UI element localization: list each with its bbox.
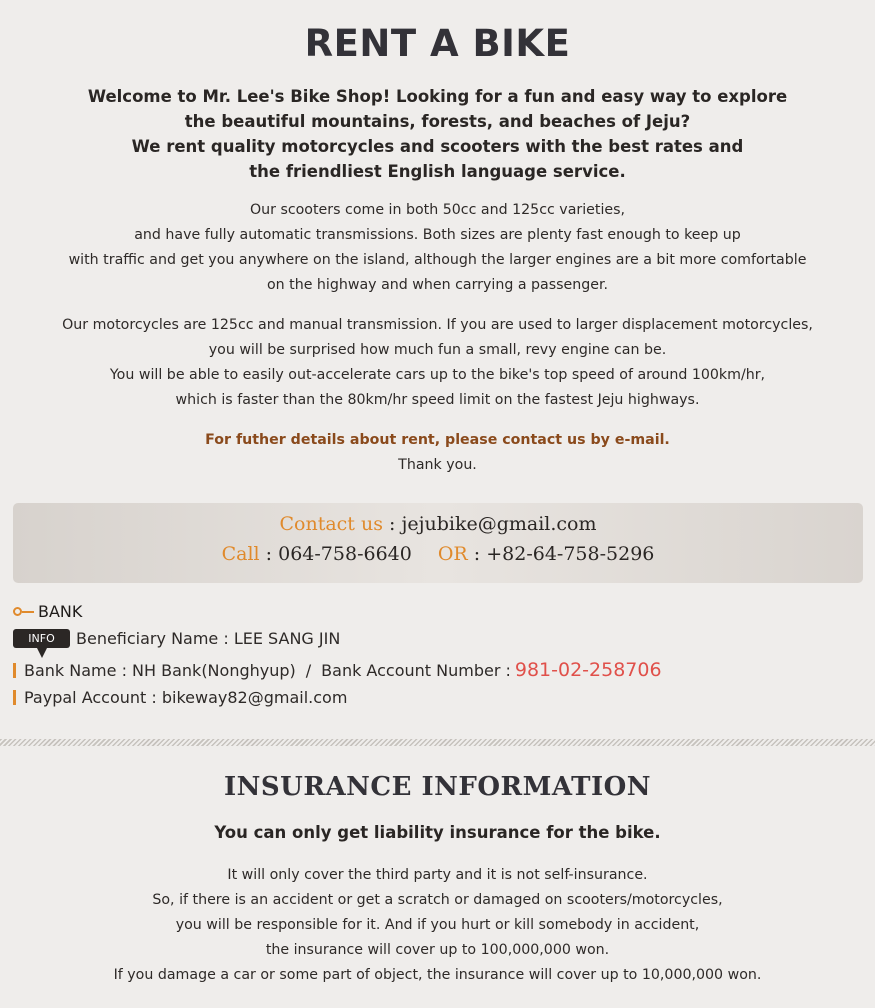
paragraph-line: It will only cover the third party and it is not self-insurance. <box>227 867 648 883</box>
contact-phone-row <box>13 543 863 565</box>
scooters-paragraph <box>0 198 875 298</box>
contact-notice: For futher details about rent, please contact us by e-mail. <box>205 432 670 448</box>
paragraph-line: which is faster than the 80km/hr speed limit on the fastest Jeju highways. <box>175 392 700 408</box>
details-paragraph <box>0 428 875 478</box>
section-divider <box>0 739 875 746</box>
paragraph-line: Our motorcycles are 125cc and manual transmission. If you are used to larger displacement motorcycles, <box>62 317 813 333</box>
intro-line: Welcome to Mr. Lee's Bike Shop! Looking for a fun and easy way to explore <box>87 87 788 106</box>
or-label: OR <box>437 543 468 565</box>
bullet-bar <box>13 690 16 705</box>
paragraph-line: Our scooters come in both 50cc and 125cc varieties, <box>249 202 626 218</box>
paragraph-line: and have fully automatic transmissions. Both sizes are plenty fast enough to keep up <box>134 227 741 243</box>
intro-line: the beautiful mountains, forests, and beaches of Jeju? <box>184 112 691 131</box>
contact-label: Contact us <box>279 513 383 535</box>
paragraph-line: So, if there is an accident or get a scratch or damaged on scooters/motorcycles, <box>152 892 723 908</box>
bank-account-row <box>13 657 662 683</box>
paragraph-line: the insurance will cover up to 100,000,000 won. <box>265 942 610 958</box>
paragraph-line: with traffic and get you anywhere on the island, although the larger engines are a bit more comfortable <box>68 252 807 268</box>
paragraph-line: on the highway and when carrying a passenger. <box>266 277 609 293</box>
contact-box <box>13 503 863 583</box>
insurance-title: INSURANCE INFORMATION <box>223 772 652 802</box>
paragraph-line: You will be able to easily out-accelerate cars up to the bike's top speed of around 100km/hr, <box>109 367 766 383</box>
beneficiary-row <box>13 628 340 658</box>
page-title: RENT A BIKE <box>304 22 571 65</box>
bank-heading <box>13 600 82 622</box>
insurance-paragraph <box>0 863 875 988</box>
intro-line: We rent quality motorcycles and scooters with the best rates and <box>131 137 744 156</box>
contact-email-row <box>13 513 863 535</box>
bullet-bar <box>13 663 16 678</box>
motorcycles-paragraph <box>0 313 875 413</box>
bank-name: Bank Name : NH Bank(Nonghyup) <box>24 660 296 680</box>
bank-heading-label: BANK <box>38 601 83 621</box>
beneficiary-name: Beneficiary Name : LEE SANG JIN <box>76 629 341 648</box>
separator: / <box>305 660 312 680</box>
phone-number[interactable]: : 064-758-6640 <box>259 543 412 565</box>
paragraph-line: If you damage a car or some part of object, the insurance will cover up to 10,000,000 won. <box>113 967 762 983</box>
paragraph-line: you will be responsible for it. And if you hurt or kill somebody in accident, <box>175 917 700 933</box>
key-icon <box>13 605 35 617</box>
call-label: Call <box>221 543 260 565</box>
paypal-row <box>13 686 347 708</box>
contact-email[interactable]: : jejubike@gmail.com <box>382 513 597 535</box>
insurance-subtitle: You can only get liability insurance for the bike. <box>214 823 661 842</box>
paragraph-line: you will be surprised how much fun a small, revy engine can be. <box>208 342 667 358</box>
intro-text <box>0 84 875 184</box>
intro-line: the friendliest English language service. <box>249 162 626 181</box>
account-label: Bank Account Number : <box>321 660 511 680</box>
thank-you-text: Thank you. <box>398 457 477 473</box>
account-number: 981-02-258706 <box>514 659 662 681</box>
info-badge: INFO <box>13 629 70 648</box>
intl-phone-number[interactable]: : +82-64-758-5296 <box>467 543 655 565</box>
paypal-account: Paypal Account : bikeway82@gmail.com <box>24 687 348 707</box>
